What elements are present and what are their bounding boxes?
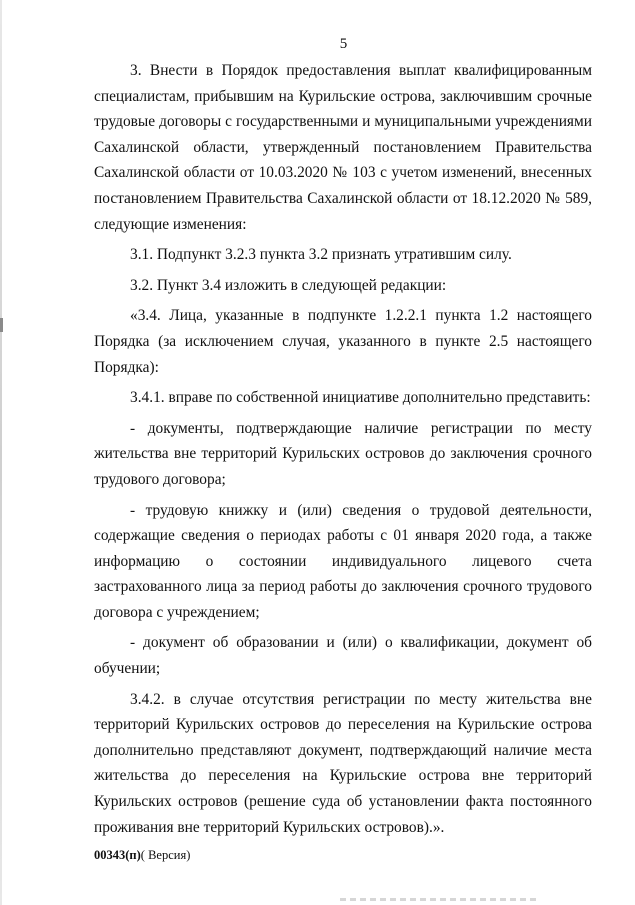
page-number: 5 [339, 36, 348, 52]
scan-margin-mark [0, 318, 3, 332]
list-item-education-document: - документ об образовании и (или) о квалификации, документ об обучении; [94, 634, 592, 678]
paragraph-clause-3-4-2: 3.4.2. в случае отсутствия регистрации по месту жительства вне территорий Курильских островов до переселения на Курильские острова дополнительно представляют документ, подтверждающий наличие места жительства до переселения на Курильские острова вне территорий Курильских островов (решение суда об установлении факта постоянного проживания вне территорий Курильских островов).». [94, 690, 592, 836]
paragraph-item-3: 3. Внести в Порядок предоставления выплат квалифицированным специалистам, прибывшим на Курильские острова, заключившим срочные трудовые договоры с государственными и муниципальными учреждениями Сахалинской области, утвержденный постановлением Правительства Сахалинской области от 10.03.2020 № 103 с учетом изменений, внесенных постановлением Правительства Сахалинской области от 18.12.2020 № 589, следующие изменения: [94, 62, 592, 233]
paragraph-subitem-3-2: 3.2. Пункт 3.4 изложить в следующей редакции: [130, 276, 447, 294]
footer-version-label: ( Версия) [140, 848, 191, 862]
list-item-registration-documents: - документы, подтверждающие наличие регистрации по месту жительства вне территорий Курильских островов до заключения срочного трудового договора; [94, 419, 592, 488]
scan-bottom-artifact [340, 898, 540, 901]
list-item-work-record-book: - трудовую книжку и (или) сведения о трудовой деятельности, содержащие сведения о периодах работы с 01 января 2020 года, а также информацию о состоянии индивидуального лицевого счета застрахованного лица за период работы до заключения срочного трудового договора с учреждением; [94, 501, 592, 621]
document-footer-code [94, 848, 190, 863]
paragraph-subitem-3-1: 3.1. Подпункт 3.2.3 пункта 3.2 признать утратившим силу. [130, 246, 512, 264]
document-body [94, 58, 592, 840]
paragraph-clause-3-4-1: 3.4.1. вправе по собственной инициативе дополнительно представить: [130, 389, 591, 407]
paragraph-clause-3-4: «3.4. Лица, указанные в подпункте 1.2.2.1 пункта 1.2 настоящего Порядка (за исключением случая, указанного в пункте 2.5 настоящего Порядка): [94, 307, 592, 376]
footer-code-number: 00343(п) [94, 848, 141, 862]
scan-edge-shadow [0, 0, 2, 905]
